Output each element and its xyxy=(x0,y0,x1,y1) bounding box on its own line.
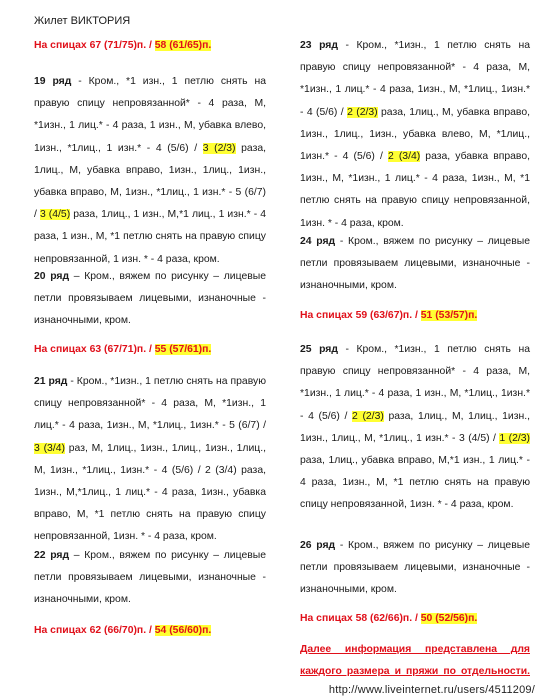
stitch-count-line xyxy=(34,342,266,358)
row-text: раза, 1лиц., 1 изн., М,*1 лиц., 1 изн.* - 4 раза, 1 изн., М, *1 петлю снять на правую спицу непровязанной, 1 изн. * - 4 раза, кром. xyxy=(34,209,267,265)
row-19-paragraph xyxy=(34,71,266,271)
stitch-count-main: На спицах 67 (71/75)п. / xyxy=(34,40,152,51)
highlighted-count: 2 (3/4) xyxy=(387,151,421,163)
stitch-count-line xyxy=(300,308,530,324)
stitch-count-alt: 50 (52/56)п. xyxy=(420,613,478,624)
row-23-paragraph xyxy=(300,35,531,229)
row-label: 20 ряд xyxy=(34,271,70,282)
stitch-count-alt: 54 (56/60)п. xyxy=(154,625,212,636)
row-text: - Кром., *1изн., 1 петлю снять на правую спицу непровязанной* - 4 раза, М, *1изн., 1 лиц.* - 4 раза, 1изн., М, *1лиц., 1изн.* - 4 (5/6) / xyxy=(300,40,530,118)
row-text: - Кром., вяжем по рисунку – лицевые петли провязываем лицевыми, изнаночные - изнаночными, кром. xyxy=(300,540,530,596)
highlighted-count: 1 (2/3) xyxy=(499,432,531,444)
document-title: Жилет ВИКТОРИЯ xyxy=(34,15,131,27)
row-25-paragraph xyxy=(300,339,530,519)
continuation-note: Далее информация представлена для каждого размера и пряжи по отдельности. xyxy=(300,644,530,677)
stitch-count-main: На спицах 58 (62/66)п. / xyxy=(300,613,418,624)
row-text: - Кром., вяжем по рисунку – лицевые петли провязываем лицевыми, изнаночные - изнаночными, кром. xyxy=(300,236,530,292)
row-text: - Кром., *1изн., 1 петлю снять на правую спицу непровязанной* - 4 раза, М, *1изн., 1 лиц.* - 4 раза, 1изн., М, *1лиц., 1изн.* - 5 (6/7) / xyxy=(34,376,266,432)
stitch-count-line xyxy=(34,38,266,54)
row-24-paragraph xyxy=(300,231,530,301)
highlighted-count: 3 (4/5) xyxy=(39,209,71,221)
row-text: – Кром., вяжем по рисунку – лицевые петли провязываем лицевыми, изнаночные - изнаночными, кром. xyxy=(34,271,266,327)
stitch-count-line xyxy=(300,611,530,627)
row-label: 26 ряд xyxy=(300,540,336,551)
row-text: раза, убавка вправо, 1изн., М, *1изн., 1 лиц.* - 4 раза, 1изн., М, *1 петлю снять на правую спицу непровязанной, 1изн. * - 4 раза, кром. xyxy=(300,151,530,229)
row-label: 19 ряд xyxy=(34,76,72,87)
stitch-count-line xyxy=(34,623,266,639)
stitch-count-alt: 58 (61/65)п. xyxy=(154,40,212,51)
highlighted-count: 3 (2/3) xyxy=(202,142,236,154)
row-21-paragraph xyxy=(34,371,266,541)
row-text: - Кром., *1изн., 1 петлю снять на правую спицу непровязанной* - 4 раза, М, *1изн., 1 лиц.* - 4 раза, 1 изн., М, *1лиц., 1изн.* - 4 (5/6) / xyxy=(300,344,530,422)
row-label: 22 ряд xyxy=(34,550,70,561)
row-label: 21 ряд xyxy=(34,376,68,387)
watermark-url: http://www.liveinternet.ru/users/4511209/ xyxy=(328,684,535,696)
row-22-paragraph xyxy=(34,545,266,615)
row-text: - Кром., *1 изн., 1 петлю снять на правую спицу непровязанной* - 4 раза, М, *1изн., 1 лиц.* - 4 раза, 1 изн., М, убавка влево, 1изн., *1лиц., 1 изн.* - 4 (5/6) / xyxy=(34,76,266,154)
highlighted-count: 3 (3/4) xyxy=(34,442,65,454)
stitch-count-main: На спицах 59 (63/67)п. / xyxy=(300,310,418,321)
row-text: – Кром., вяжем по рисунку – лицевые петли провязываем лицевыми, изнаночные - изнаночными, кром. xyxy=(34,550,266,606)
highlighted-count: 2 (2/3) xyxy=(352,410,384,422)
row-text: раза, 1лиц., М, убавка вправо, 1изн., 1лиц., 1изн., убавка влево, М, *1лиц., 1изн.* - 4 (5/6) / xyxy=(300,106,531,163)
row-text: раз, М, 1лиц., 1изн., 1лиц., 1изн., 1лиц., М, 1изн., *1лиц., 1изн.* - 4 (5/6) / 2 (3/4) раза, 1изн., М,*1лиц., 1 лиц.* - 4 раза, 1изн., убавка вправо, М, *1 петлю снять на правую спицу непровязанной, 1изн. * - 4 раза, кром. xyxy=(34,442,266,543)
row-text: раза, 1лиц., убавка вправо, М,*1 изн., 1 лиц.* - 4 раза, 1изн., М, *1 петлю снять на правую спицу непровязанной, 1изн. * - 4 раза, кром. xyxy=(300,455,530,511)
row-label: 25 ряд xyxy=(300,344,338,355)
stitch-count-main: На спицах 63 (67/71)п. / xyxy=(34,344,152,355)
row-26-paragraph xyxy=(300,535,530,605)
row-label: 24 ряд xyxy=(300,236,336,247)
stitch-count-alt: 55 (57/61)п. xyxy=(154,344,212,355)
row-text: раза, 1лиц., М, 1лиц., 1изн., 1изн., 1лиц., М, *1лиц., 1 изн.* - 3 (4/5) / xyxy=(300,410,530,444)
stitch-count-alt: 51 (53/57)п. xyxy=(420,310,478,321)
stitch-count-main: На спицах 62 (66/70)п. / xyxy=(34,625,152,636)
row-label: 23 ряд xyxy=(300,40,338,51)
row-text: раза, 1лиц., М, убавка вправо, 1изн., 1лиц., 1изн., убавка вправо, М, 1изн., *1лиц., 1 изн.* - 5 (6/7) / xyxy=(34,142,267,221)
highlighted-count: 2 (2/3) xyxy=(347,106,378,118)
row-20-paragraph xyxy=(34,266,266,336)
